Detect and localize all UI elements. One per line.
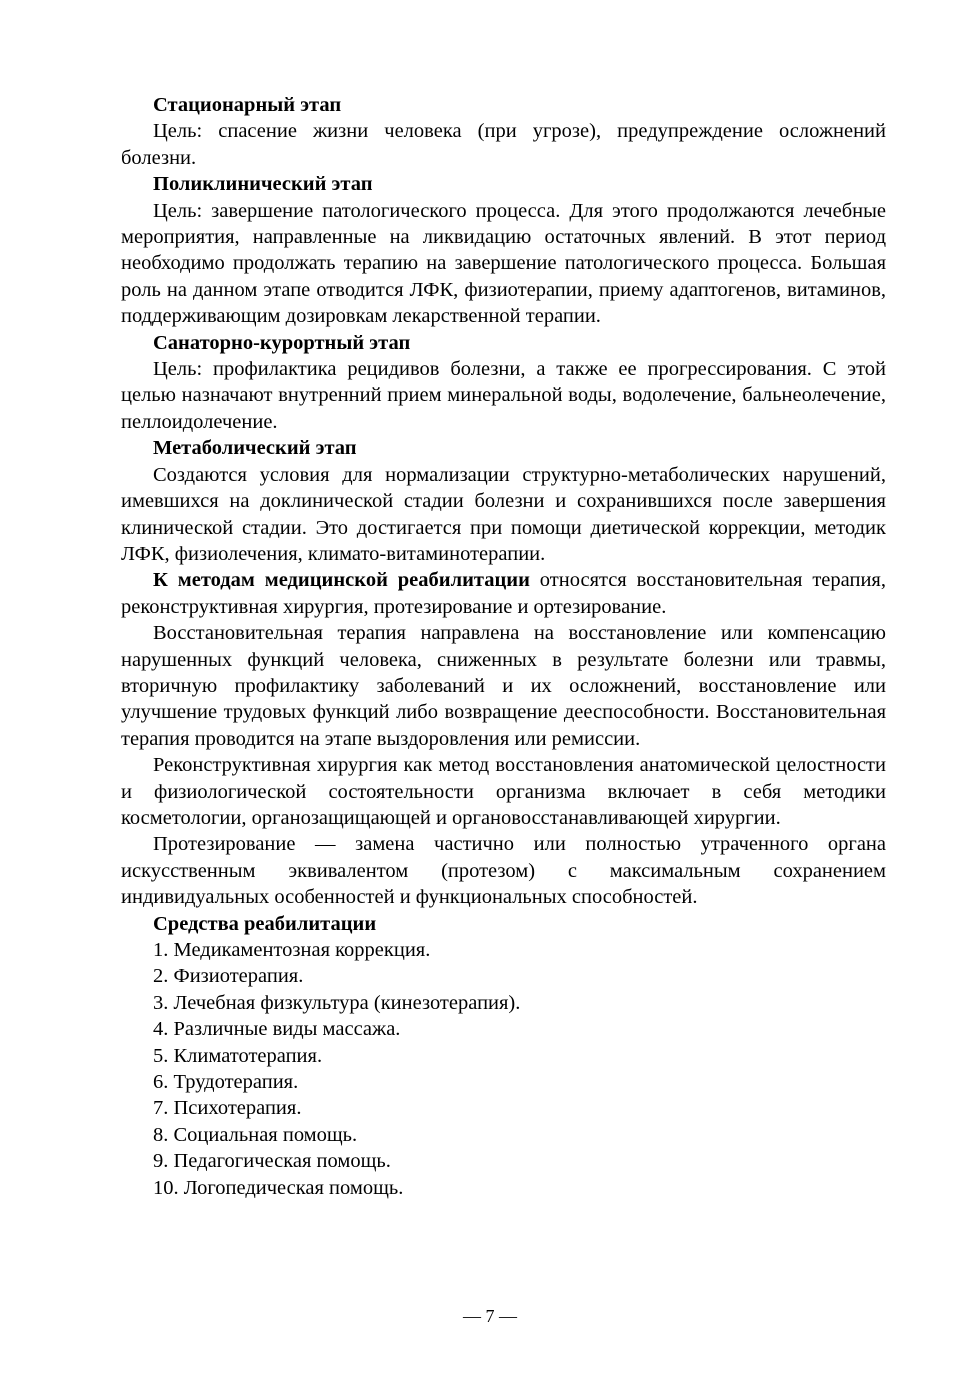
list-item: 4. Различные виды массажа. xyxy=(153,1018,401,1041)
paragraph-restorative-therapy: Восстановительная терапия направлена на восстановление или компенсацию нарушенных функций человека, сниженных в результате болезни или травмы, вторичную профилактику заболеваний и их осложнений, восстановление или улучшение трудовых функций либо возвращение дееспособности. Восстановительная терапия проводится на этапе выздоровления или ремиссии. xyxy=(121,622,886,750)
list-item: 1. Медикаментозная коррекция. xyxy=(153,939,431,961)
paragraph-polyclinic-goal: Цель: завершение патологического процесса. Для этого продолжаются лечебные мероприятия, направленные на ликвидацию остаточных явлений. В этот период необходимо продолжать терапию на завершение патологического процесса. Большая роль на данном этапе отводится ЛФК, физиотерапии, приему адаптогенов, витаминов, поддерживающим дозировкам лекарственной терапии. xyxy=(121,199,886,328)
list-item: 10. Логопедическая помощь. xyxy=(153,1176,404,1199)
heading-polyclinic-stage: Поликлинический этап xyxy=(153,173,373,196)
document-page xyxy=(121,92,886,1201)
list-item: 8. Социальная помощь. xyxy=(153,1123,358,1146)
paragraph-reconstructive-surgery: Реконструктивная хирургия как метод восстановления анатомической целостности и физиологической состоятельности организма включает в себя методики косметологии, органозащищающей и органовосстанавливающей хирургии. xyxy=(121,754,886,829)
methods-lead-bold: К методам медицинской реабилитации xyxy=(153,569,530,592)
paragraph-prosthetics: Протезирование — замена частично или полностью утраченного органа искусственным эквивалентом (протезом) с максимальным сохранением индивидуальных особенностей и функциональных способностей. xyxy=(121,833,886,909)
heading-sanatorium-stage: Санаторно-курортный этап xyxy=(153,331,411,354)
list-item: 7. Психотерапия. xyxy=(153,1097,302,1120)
paragraph-rehabilitation-methods xyxy=(121,567,886,620)
page-number: — 7 — xyxy=(463,1306,517,1326)
list-item: 6. Трудотерапия. xyxy=(153,1071,299,1094)
paragraph-sanatorium-goal: Цель: профилактика рецидивов болезни, а также ее прогрессирования. С этой целью назначают внутренний прием минеральной воды, водолечение, бальнеолечение, пеллоидолечение. xyxy=(121,358,886,433)
list-item: 5. Климатотерапия. xyxy=(153,1044,323,1067)
methods-lead-rest: относятся восстановительная терапия, реконструктивная хирургия, протезирование и ортезирование. xyxy=(121,569,886,618)
heading-metabolic-stage: Метаболический этап xyxy=(153,437,357,460)
paragraph-stationary-goal: Цель: спасение жизни человека (при угрозе), предупреждение осложнений болезни. xyxy=(121,120,886,169)
heading-stationary-stage: Стационарный этап xyxy=(153,94,342,116)
heading-rehabilitation-means: Средства реабилитации xyxy=(153,912,377,935)
paragraph-metabolic-stage: Создаются условия для нормализации структурно-метаболических нарушений, имевшихся на доклинической стадии болезни и сохранившихся после завершения клинической стадии. Это достигается при помощи диетической коррекции, методик ЛФК, физиолечения, климато-витаминотерапии. xyxy=(121,463,886,565)
list-item: 9. Педагогическая помощь. xyxy=(153,1150,391,1173)
list-item: 2. Физиотерапия. xyxy=(153,965,304,988)
rehabilitation-means-list xyxy=(121,937,886,1201)
list-item: 3. Лечебная физкультура (кинезотерапия). xyxy=(153,991,521,1014)
